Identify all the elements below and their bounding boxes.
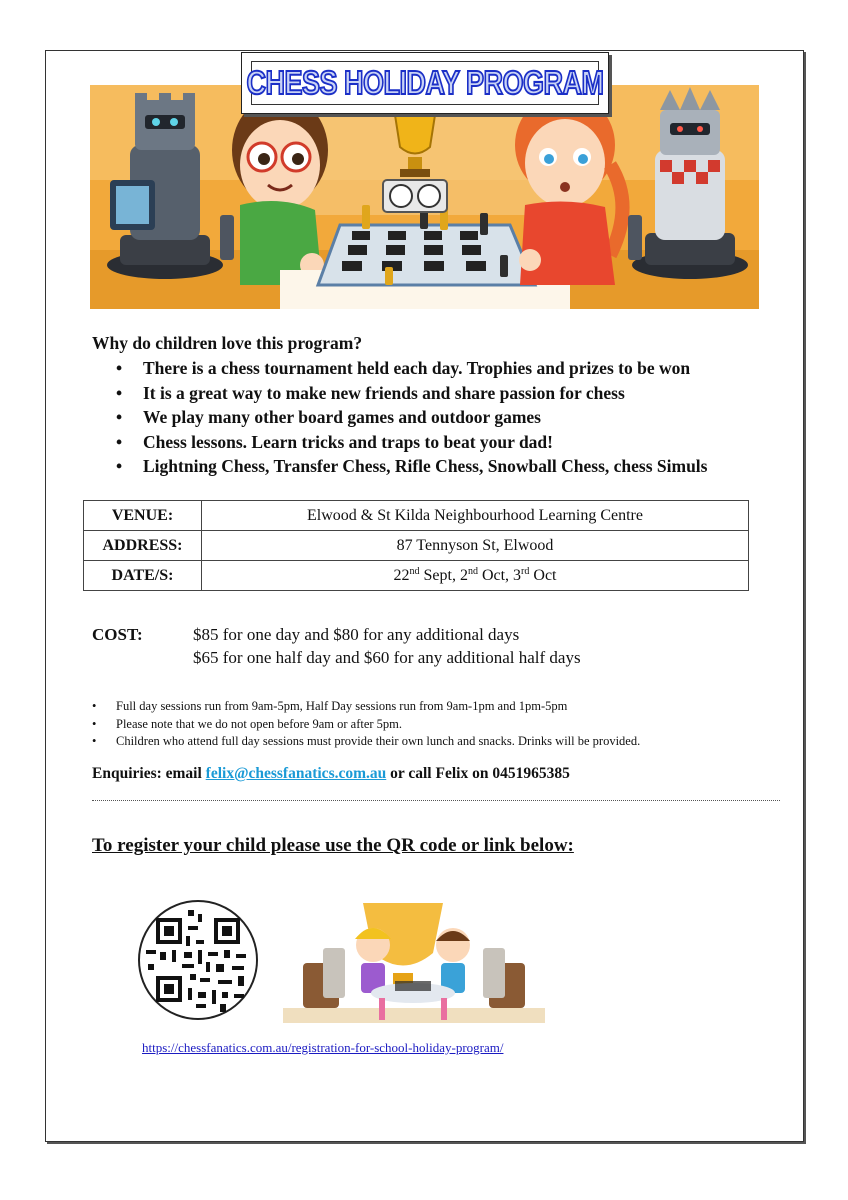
note-item: • Full day sessions run from 9am-5pm, Half Day sessions run from 9am-1pm and 1pm-5pm bbox=[92, 698, 640, 716]
dotted-divider bbox=[92, 800, 780, 801]
date-month: Sept bbox=[423, 566, 452, 584]
title-box bbox=[241, 52, 609, 114]
dates-row bbox=[84, 561, 749, 591]
page-title: CHESS HOLIDAY PROGRAM bbox=[246, 63, 604, 102]
date-suffix: nd bbox=[467, 565, 478, 577]
date-month: Oct bbox=[481, 566, 506, 584]
date-day: 2 bbox=[459, 566, 468, 584]
address-label: ADDRESS: bbox=[84, 531, 202, 561]
note-item: • Children who attend full day sessions must provide their own lunch and snacks. Drinks will be provided. bbox=[92, 733, 640, 751]
date-month: Oct bbox=[533, 566, 557, 584]
date-suffix: nd bbox=[409, 565, 420, 577]
venue-label: VENUE: bbox=[84, 501, 202, 531]
date-suffix: rd bbox=[521, 565, 530, 577]
kids-chess-illustration bbox=[283, 893, 545, 1026]
address-row bbox=[84, 531, 749, 561]
title-inner-frame bbox=[246, 61, 604, 105]
venue-value: Elwood & St Kilda Neighbourhood Learning Centre bbox=[202, 501, 749, 531]
cost-half-day: $65 for one half day and $60 for any additional half days bbox=[193, 648, 581, 667]
notes-list bbox=[92, 698, 640, 751]
why-heading: Why do children love this program? bbox=[92, 333, 363, 353]
cost-full-day: $85 for one day and $80 for any additional days bbox=[193, 625, 520, 644]
why-item: • Chess lessons. Learn tricks and traps to beat your dad! bbox=[92, 430, 707, 455]
why-item: • It is a great way to make new friends and share passion for chess bbox=[92, 381, 707, 406]
why-list bbox=[92, 356, 707, 479]
register-heading: To register your child please use the QR code or link below: bbox=[92, 835, 574, 856]
note-item: • Please note that we do not open before 9am or after 5pm. bbox=[92, 716, 640, 734]
cost-label: COST: bbox=[92, 625, 143, 644]
date-day: 3 bbox=[513, 566, 522, 584]
event-info-table bbox=[83, 500, 749, 591]
enquiries-suffix: or call Felix on 0451965385 bbox=[386, 765, 570, 782]
enquiries-prefix: Enquiries: email bbox=[92, 765, 206, 782]
dates-value: 22nd Sept, 2nd Oct, 3rd Oct bbox=[202, 561, 749, 591]
date-day: 22 bbox=[393, 566, 410, 584]
registration-link[interactable]: https://chessfanatics.com.au/registration-for-school-holiday-program/ bbox=[142, 1040, 504, 1055]
address-value: 87 Tennyson St, Elwood bbox=[202, 531, 749, 561]
email-link[interactable]: felix@chessfanatics.com.au bbox=[205, 765, 387, 782]
enquiries-line bbox=[92, 765, 570, 783]
venue-row bbox=[84, 501, 749, 531]
why-item: • Lightning Chess, Transfer Chess, Rifle Chess, Snowball Chess, chess Simuls bbox=[92, 454, 707, 479]
banner-illustration bbox=[90, 85, 759, 309]
why-item: • There is a chess tournament held each day. Trophies and prizes to be won bbox=[92, 356, 707, 381]
qr-code[interactable] bbox=[138, 900, 258, 1020]
why-item: • We play many other board games and outdoor games bbox=[92, 405, 707, 430]
dates-label: DATE/S: bbox=[84, 561, 202, 591]
